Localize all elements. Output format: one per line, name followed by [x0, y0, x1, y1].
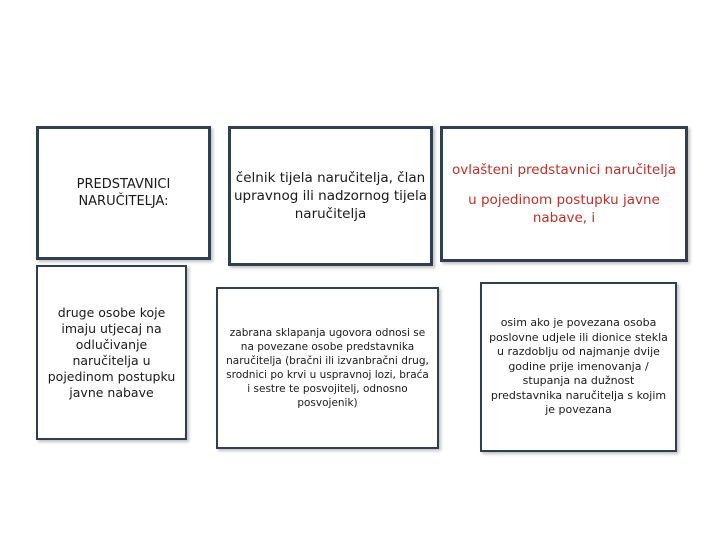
authorized-representatives-text: ovlašteni predstavnici naručitelja [451, 162, 677, 178]
authorized-representatives-scope: u pojedinom postupku javne nabave, i [468, 192, 660, 226]
representatives-label: PREDSTAVNICI NARUČITELJA: [76, 177, 171, 209]
head-of-body-box [228, 126, 433, 266]
other-persons-text: druge osobe koje imaju utjecaj na odlučivanje naručitelja u pojedinom postupku javne nabave [47, 304, 176, 400]
prohibition-text: zabrana sklapanja ugovora odnosi se na povezane osobe predstavnika naručitelja (bračni ili izvanbračni drug, srodnici po krvi u uspravnoj lozi, braća i sestre te posvojitelj, odnosno posvojenik) [226, 327, 429, 409]
exception-box [480, 282, 677, 452]
other-persons-box [36, 265, 187, 440]
exception-text: osim ako je povezana osoba poslovne udjele ili dionice stekla u razdoblju od najmanje dvije godine prije imenovanja / stupanja na dužnost predstavnika naručitelja s kojim je povezana [489, 316, 668, 417]
head-of-body-text: čelnik tijela naručitelja, član upravnog ili nadzornog tijela naručitelja [233, 170, 427, 222]
prohibition-box [216, 287, 439, 449]
authorized-representatives-box [440, 126, 688, 262]
representatives-label-box [36, 126, 211, 260]
